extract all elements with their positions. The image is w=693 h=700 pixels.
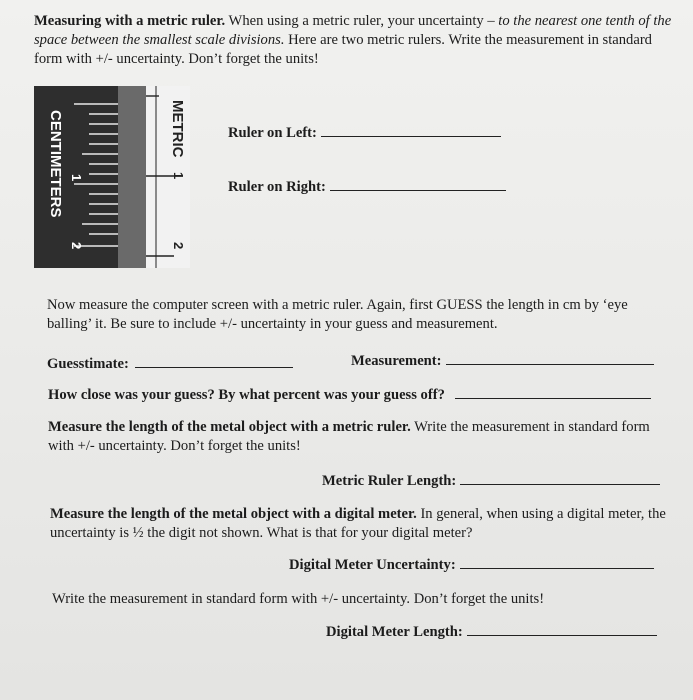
ruler-left-blank[interactable] [321,124,501,137]
right-tick-label-2: 2 [171,242,186,250]
guesstimate-field [47,355,293,373]
write-measurement-paragraph: Write the measurement in standard form with +/- uncertainty. Don’t forget the units! [52,591,545,607]
digital-meter-uncertainty-blank[interactable] [460,556,654,569]
digital-meter-length-blank[interactable] [467,623,657,636]
intro-heading: Measuring with a metric ruler. [34,13,226,29]
centimeters-label: CENTIMETERS [47,110,64,218]
metal-ruler-rest: Write the measurement in standard form with +/- uncertainty. Don’t forget the units! [48,419,650,454]
ruler-photo [34,86,190,268]
digital-meter-uncertainty-field [289,556,654,574]
digital-meter-uncertainty-label: Digital Meter Uncertainty: [289,557,456,573]
ruler-right-blank[interactable] [330,178,506,191]
how-close-field [48,386,651,404]
left-tick-label-2: 2 [69,242,84,250]
guesstimate-blank[interactable] [135,355,293,368]
intro-text-2: Here are two metric rulers. Write the measurement in standard form with +/- uncertainty. Don’t forget the units! [34,32,652,67]
intro-paragraph [34,12,674,69]
left-tick-label-1: 1 [69,174,84,182]
ruler-right-label: Ruler on Right: [228,179,326,195]
screen-paragraph: Now measure the computer screen with a metric ruler. Again, first GUESS the length in cm by ‘eye balling’ it. Be sure to include +/- uncertainty in your guess and measurement. [47,297,628,332]
ruler-left-label: Ruler on Left: [228,125,317,141]
measurement-field [351,352,654,370]
metal-ruler-bold: Measure the length of the metal object with a metric ruler. [48,419,411,435]
measurement-blank[interactable] [446,352,654,365]
ruler-left-field [228,124,501,142]
metal-digital-rest: In general, when using a digital meter, the uncertainty is ½ the digit not shown. What is that for your digital meter? [50,506,666,541]
digital-meter-length-field [326,623,657,641]
how-close-blank[interactable] [455,386,651,399]
how-close-label: How close was your guess? By what percent was your guess off? [48,387,445,403]
measurement-label: Measurement: [351,353,442,369]
metric-label: METRIC [169,100,186,158]
ruler-right-field [228,178,506,196]
metric-ruler-length-field [322,472,660,490]
metal-digital-paragraph [50,505,670,543]
metal-ruler-paragraph [48,418,674,456]
metric-ruler-length-blank[interactable] [460,472,660,485]
right-tick-label-1: 1 [171,172,186,180]
metal-digital-bold: Measure the length of the metal object with a digital meter. [50,506,417,522]
intro-italic: to the nearest one tenth of the space between the smallest scale divisions. [34,13,672,48]
metric-ruler-length-label: Metric Ruler Length: [322,473,457,489]
intro-text-1: When using a metric ruler, your uncertainty – [225,13,499,29]
guesstimate-label: Guesstimate: [47,356,129,372]
digital-meter-length-label: Digital Meter Length: [326,624,463,640]
